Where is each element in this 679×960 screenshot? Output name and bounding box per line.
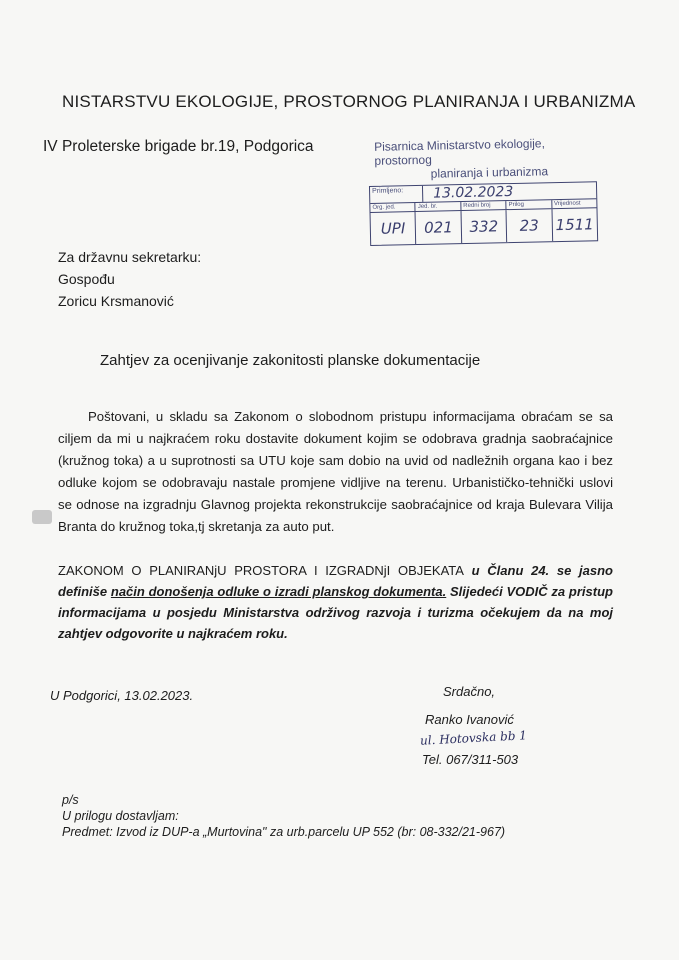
stamp-col-label: Org. jed. [370, 203, 416, 212]
law-underlined: način donošenja odluke o izradi planskog dokumenta. [110, 584, 447, 599]
stamp-col-label: Redni broj [461, 201, 507, 210]
stamp-value: 021 [416, 211, 462, 244]
law-request: Slijedeći VODIČ za pristup informacijama u posjedu Ministarstva održivog razvoja i turizma očekujem da na moj zahtjev odgovorite u najkraćem roku. [58, 584, 613, 641]
stamp-table [369, 181, 598, 246]
ministry-address: IV Proleterske brigade br.19, Podgorica [43, 138, 314, 155]
handwritten-address: ul. Hotovska bb 1 [419, 728, 528, 748]
stamp-heading-line1: Pisarnica Ministarstvo ekologije, prostornog [373, 136, 546, 168]
law-name: ZAKONOM O PLANIRANjU PROSTORA I IZGRADNjI OBJEKATA [58, 563, 464, 578]
signer-name: Ranko Ivanović [425, 712, 514, 727]
phone-number: Tel. 067/311-503 [422, 752, 519, 767]
recipient-block [58, 246, 201, 312]
letter-subject: Zahtjev za ocenjivanje zakonitosti planske dokumentacije [100, 352, 481, 369]
place-date: U Podgorici, 13.02.2023. [50, 688, 194, 703]
stamp-value: 23 [507, 209, 553, 242]
body-paragraph-2 [58, 560, 613, 644]
recipient-name: Zoricu Krsmanović [58, 293, 174, 309]
stamp-received-date: 13.02.2023 [432, 183, 514, 202]
stamp-col-label: Vrijednost [553, 200, 581, 208]
body-paragraph-1: Poštovani, u skladu sa Zakonom o slobodnom pristupu informacijama obraćam se sa ciljem da mi u najkraćem roku dostavite dokument kojim se odobrava gradnja saobraćajnice (kružnog toka) a u suprotnosti sa UTU koje sam dobio na uvid od nadležnih organa kao i bez odluke kojom se odobravaju nastale promjene vidljive na terenu. Urbanističko-tehnički uslovi se odnose na izgradnju Glavnog projekta rekonstrukcije saobraćajnice od kraja Bulevara Vilija Branta do kružnog toka,tj skretanja za auto put. [58, 409, 613, 534]
stamp-value: UPI [371, 212, 417, 245]
ps-label: p/s [62, 793, 79, 807]
stamp-heading-line2: planiranja i urbanizma [430, 164, 549, 181]
stamp-values-row [371, 208, 598, 245]
stamp-value: 332 [461, 210, 507, 243]
redaction-mark [32, 510, 52, 524]
stamp-heading [368, 135, 601, 182]
recipient-line: Za državnu sekretarku: [58, 249, 202, 265]
stamp-value: 1511 [555, 215, 594, 235]
ps-attachment-intro: U prilogu dostavljam: [62, 809, 179, 823]
ministry-title: NISTARSTVU EKOLOGIJE, PROSTORNOG PLANIRANJA I URBANIZMA [62, 92, 636, 111]
stamp-col-label: Jed. br. [416, 202, 462, 211]
ps-attachment: Predmet: Izvod iz DUP-a „Murtovina" za urb.parcelu UP 552 (br: 08-332/21-967) [62, 825, 506, 839]
recipient-line: Gospođu [58, 271, 115, 287]
stamp-received-label: Primljeno: [370, 186, 423, 203]
stamp-col-label: Prilog [507, 200, 553, 209]
closing: Srdačno, [443, 684, 496, 699]
registry-stamp [368, 135, 602, 246]
postscript [62, 792, 505, 840]
law-article: u Članu 24. se jasno definiše [58, 563, 613, 599]
